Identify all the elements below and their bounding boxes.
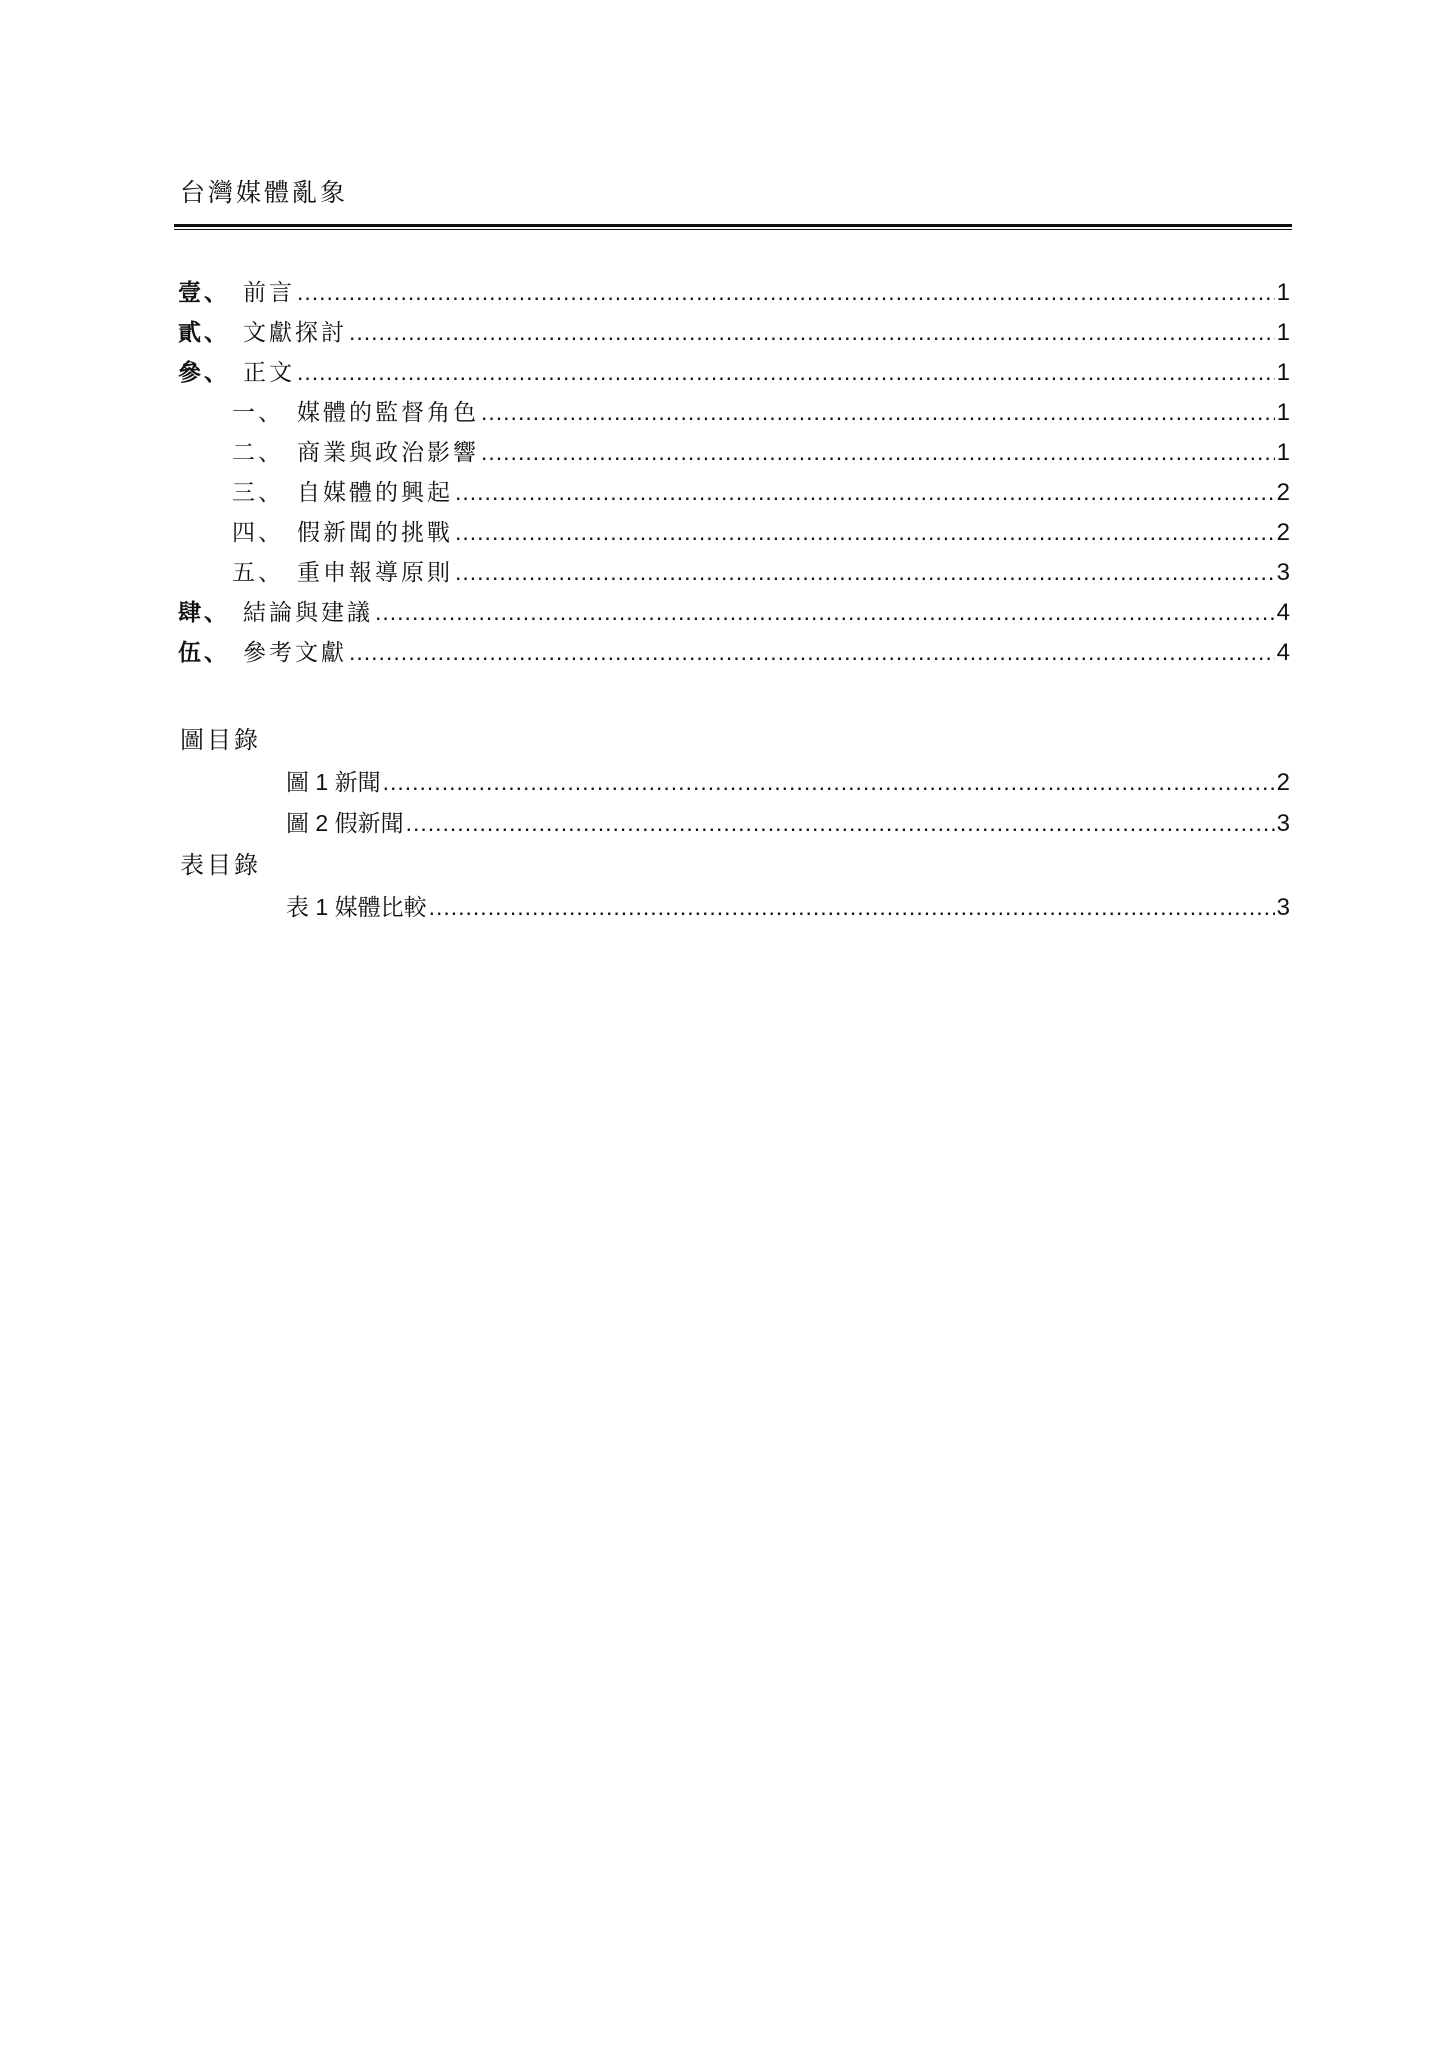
toc-entry-main-text[interactable] xyxy=(178,352,1290,392)
toc-entry-number: 貳、 xyxy=(178,319,230,346)
figure-leader-dots xyxy=(406,803,1275,844)
toc-leader-dots xyxy=(455,552,1275,592)
table-entry-1[interactable] xyxy=(286,887,1290,928)
toc-entry-number: 三、 xyxy=(232,480,284,506)
figure-entry-label: 圖 2 假新聞 xyxy=(286,810,404,836)
toc-entry-page: 4 xyxy=(1276,639,1290,666)
toc-entry-references[interactable] xyxy=(178,632,1290,672)
toc-leader-dots xyxy=(297,352,1275,392)
toc-entry-literature[interactable] xyxy=(178,312,1290,352)
toc-entry-number: 五、 xyxy=(232,560,284,586)
toc-entry-page: 2 xyxy=(1276,479,1290,506)
toc-entry-page: 4 xyxy=(1276,599,1290,626)
toc-entry-number: 伍、 xyxy=(178,639,230,666)
table-entry-page: 3 xyxy=(1276,894,1290,921)
toc-leader-dots xyxy=(349,312,1275,352)
toc-leader-dots xyxy=(455,472,1275,512)
table-of-contents xyxy=(178,272,1290,672)
toc-entry-label: 假新聞的挑戰 xyxy=(297,520,453,546)
toc-entry-number: 壹、 xyxy=(178,279,230,306)
toc-entry-label: 媒體的監督角色 xyxy=(297,400,479,426)
toc-subentry-3[interactable] xyxy=(178,472,1290,512)
toc-entry-number: 肆、 xyxy=(178,599,230,626)
toc-subentry-4[interactable] xyxy=(178,512,1290,552)
figure-list-heading: 圖目錄 xyxy=(180,726,261,754)
toc-leader-dots xyxy=(455,512,1275,552)
figure-list xyxy=(286,762,1290,844)
toc-entry-page: 1 xyxy=(1276,359,1290,386)
figure-leader-dots xyxy=(383,762,1275,803)
toc-subentry-1[interactable] xyxy=(178,392,1290,432)
toc-subentry-5[interactable] xyxy=(178,552,1290,592)
header-rule-thick xyxy=(174,224,1292,227)
toc-entry-label: 參考文獻 xyxy=(243,640,347,666)
table-entry-label: 表 1 媒體比較 xyxy=(286,894,427,920)
toc-entry-page: 2 xyxy=(1276,519,1290,546)
toc-entry-label: 文獻探討 xyxy=(243,320,347,346)
figure-entry-page: 3 xyxy=(1276,810,1290,837)
toc-entry-page: 1 xyxy=(1276,319,1290,346)
figure-entry-2[interactable] xyxy=(286,803,1290,844)
toc-entry-label: 正文 xyxy=(243,360,295,386)
toc-entry-number: 一、 xyxy=(232,400,284,426)
toc-entry-label: 前言 xyxy=(243,280,295,306)
toc-entry-intro[interactable] xyxy=(178,272,1290,312)
toc-entry-page: 1 xyxy=(1276,279,1290,306)
page-header-title: 台灣媒體亂象 xyxy=(180,178,349,207)
toc-subentry-2[interactable] xyxy=(178,432,1290,472)
toc-entry-label: 結論與建議 xyxy=(243,600,373,626)
header-rule-thin xyxy=(174,229,1292,230)
figure-entry-page: 2 xyxy=(1276,769,1290,796)
toc-entry-page: 1 xyxy=(1276,439,1290,466)
toc-leader-dots xyxy=(481,432,1275,472)
toc-entry-page: 3 xyxy=(1276,559,1290,586)
toc-entry-label: 自媒體的興起 xyxy=(297,480,453,506)
toc-leader-dots xyxy=(481,392,1275,432)
toc-leader-dots xyxy=(375,592,1275,632)
table-list-heading: 表目錄 xyxy=(180,851,261,879)
toc-entry-label: 重申報導原則 xyxy=(297,560,453,586)
toc-entry-page: 1 xyxy=(1276,399,1290,426)
figure-entry-1[interactable] xyxy=(286,762,1290,803)
table-list xyxy=(286,887,1290,928)
toc-entry-label: 商業與政治影響 xyxy=(297,440,479,466)
toc-entry-number: 參、 xyxy=(178,359,230,386)
toc-entry-conclusion[interactable] xyxy=(178,592,1290,632)
toc-entry-number: 二、 xyxy=(232,440,284,466)
figure-entry-label: 圖 1 新聞 xyxy=(286,769,381,795)
toc-entry-number: 四、 xyxy=(232,520,284,546)
table-leader-dots xyxy=(429,887,1275,928)
toc-leader-dots xyxy=(297,272,1275,312)
toc-leader-dots xyxy=(349,632,1275,672)
